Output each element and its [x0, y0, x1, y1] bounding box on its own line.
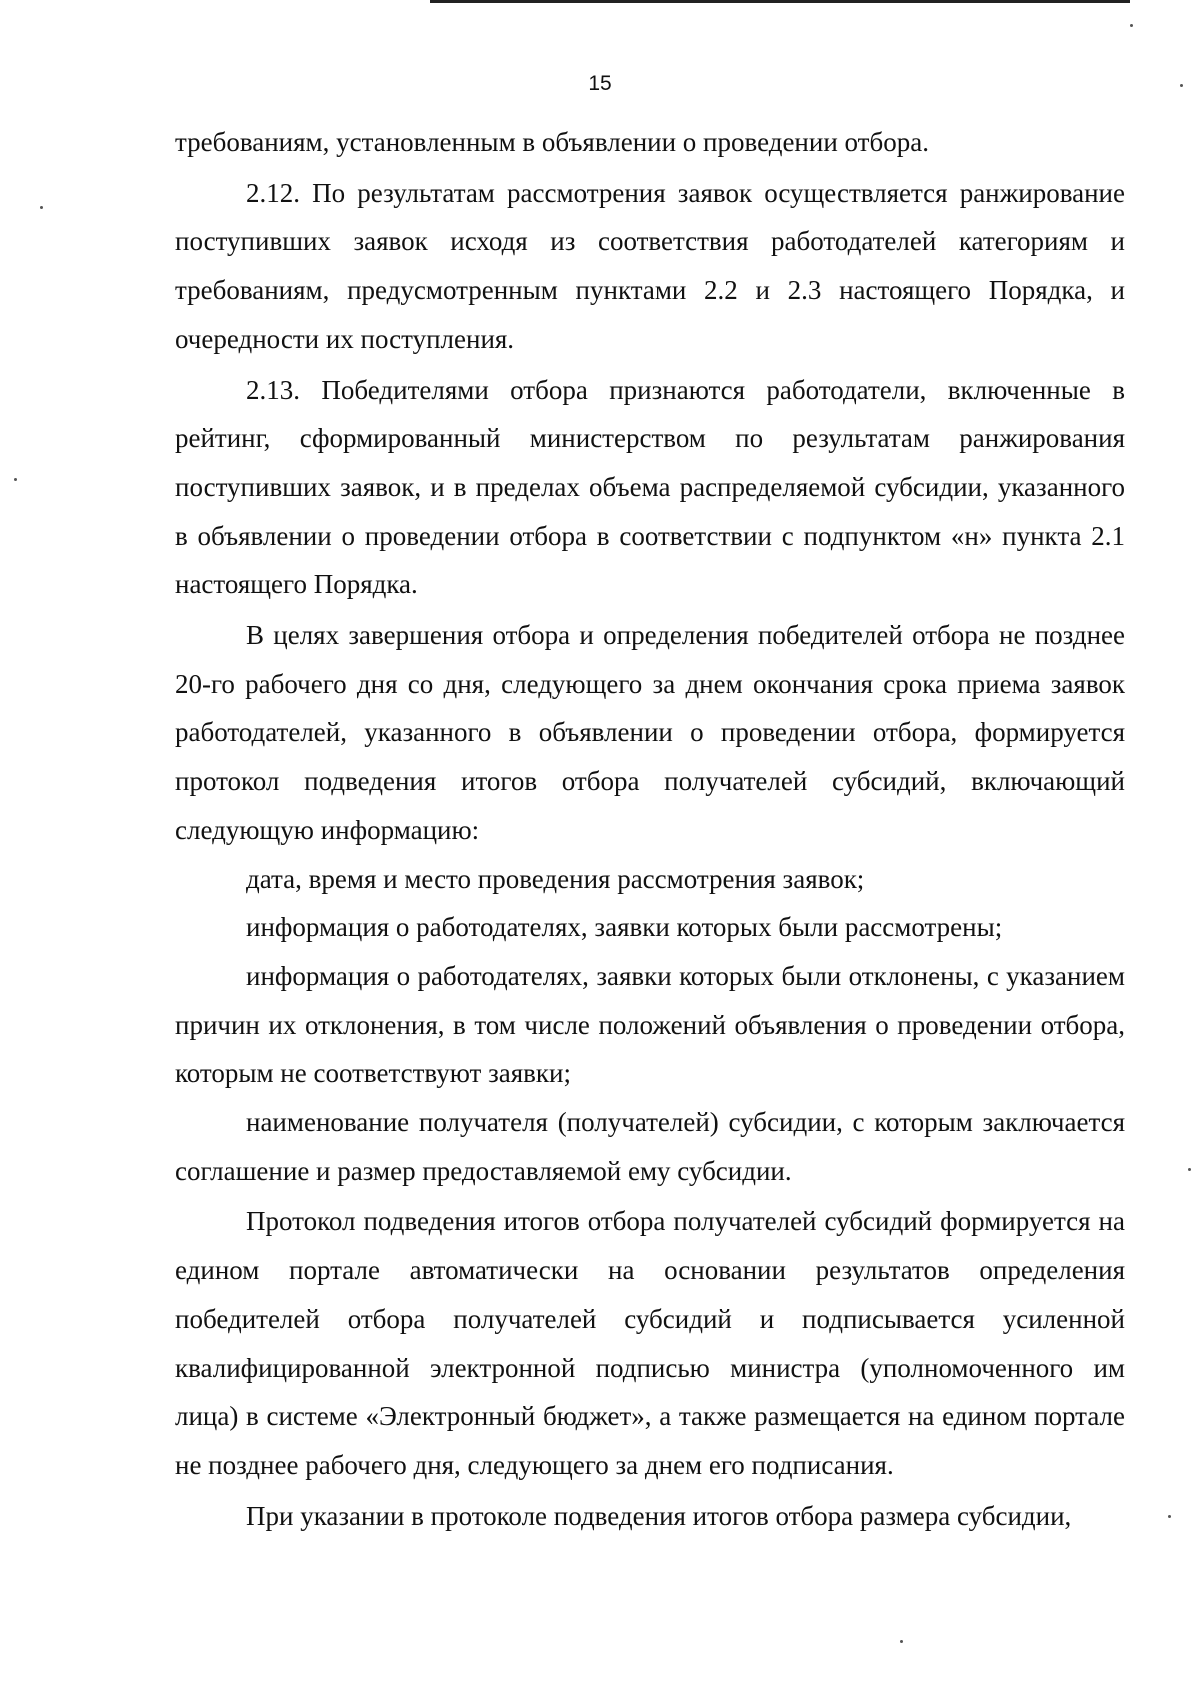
- scan-speck: [40, 206, 43, 209]
- scan-speck: [1188, 1168, 1191, 1171]
- top-border-line: [430, 0, 1130, 3]
- scan-speck: [1180, 84, 1183, 87]
- paragraph-continuation: требованиям, установленным в объявлении о проведении отбора.: [175, 127, 929, 157]
- paragraph-subsidy-size: При указании в протоколе подведения итогов отбора размера субсидии,: [246, 1500, 1072, 1531]
- paragraph-protocol-formation: В целях завершения отбора и определения победителей отбора не позднее 20-го рабочего дня со дня, следующего за днем окончания срока приема заявок работодателей, указанного в объявлении о проведении отбора, формируется протокол подведения итогов отбора получателей субсидий, включающий следующую информацию:: [175, 620, 1125, 845]
- scan-speck: [900, 1640, 903, 1643]
- scan-speck: [14, 478, 17, 481]
- list-item-rejected: информация о работодателях, заявки которых были отклонены, с указанием причин их отклонения, в том числе положений объявления о проведении отбора, которым не соответствуют заявки;: [175, 960, 1125, 1089]
- list-item-considered: информация о работодателях, заявки которых были рассмотрены;: [246, 912, 1003, 943]
- paragraph-2-12: 2.12. По результатам рассмотрения заявок осуществляется ранжирование поступивших заявок исходя из соответствия работодателей категориям и требованиям, предусмотренным пунктами 2.2 и 2.3 настоящего Порядка, и очередности их поступления.: [175, 177, 1125, 354]
- scan-speck: [1130, 24, 1133, 27]
- paragraph-protocol-signing: Протокол подведения итогов отбора получателей субсидий формируется на едином портале автоматически на основании результатов определения победителей отбора получателей субсидий и подписывается усиленной квалифицированной электронной подписью министра (уполномоченного им лица) в системе «Электронный бюджет», а также размещается на едином портале не позднее рабочего дня, следующего за днем его подписания.: [175, 1206, 1125, 1480]
- paragraph-2-13: 2.13. Победителями отбора признаются работодатели, включенные в рейтинг, сформированный министерством по результатам ранжирования поступивших заявок, и в пределах объема распределяемой субсидии, указанного в объявлении о проведении отбора в соответствии с подпунктом «н» пункта 2.1 настоящего Порядка.: [175, 374, 1125, 600]
- list-item-date-time: дата, время и место проведения рассмотрения заявок;: [246, 863, 865, 894]
- list-item-recipient: наименование получателя (получателей) субсидии, с которым заключается соглашение и размер предоставляемой ему субсидии.: [175, 1107, 1125, 1186]
- scan-speck: [1168, 1515, 1171, 1518]
- page-number: 15: [588, 72, 612, 95]
- document-body: [175, 118, 1125, 1540]
